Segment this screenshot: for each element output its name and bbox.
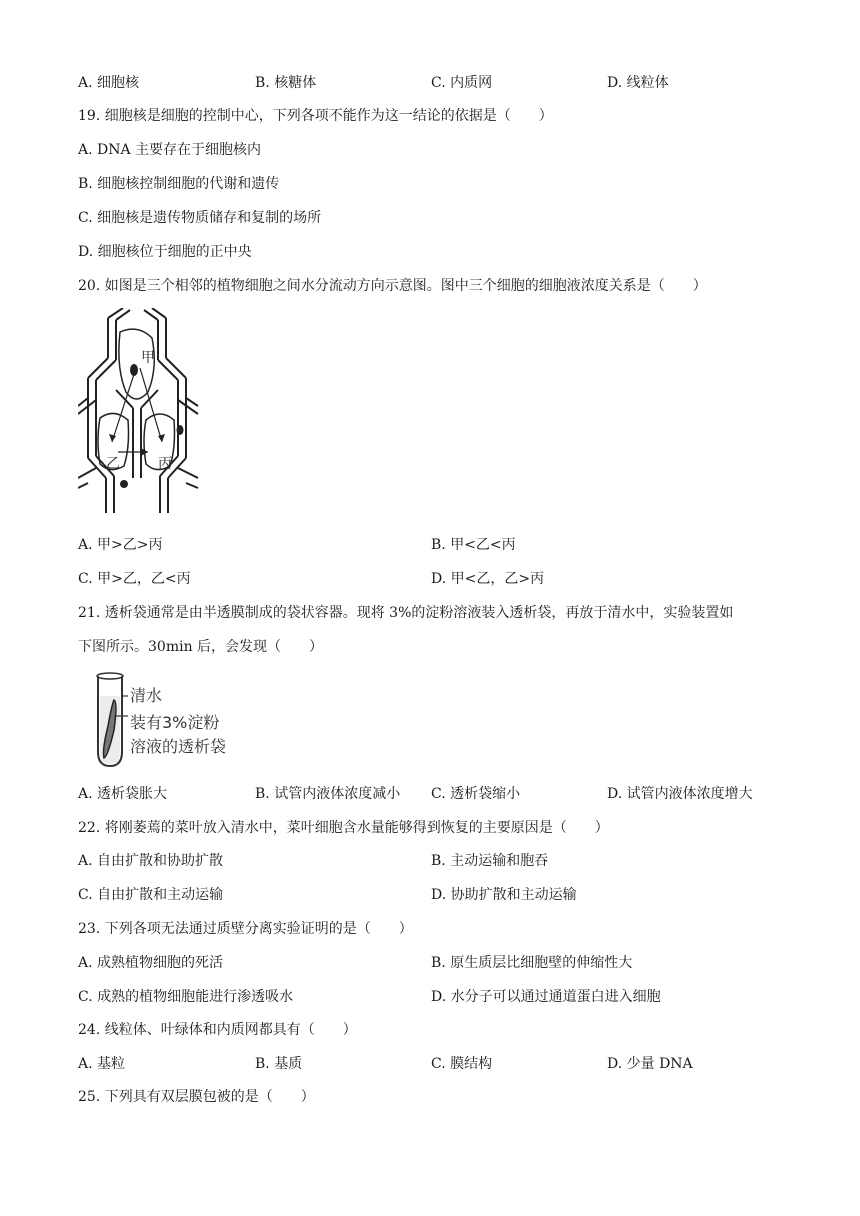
q20-stem: 20. 如图是三个相邻的植物细胞之间水分流动方向示意图。图中三个细胞的细胞液浓度关系是（ ） [78,278,707,294]
q21-option-c: C. 透析袋缩小 [431,786,521,802]
q24-option-b: B. 基质 [255,1056,303,1072]
q24-option-d: D. 少量 DNA [607,1056,693,1072]
q19-option-d: D. 细胞核位于细胞的正中央 [78,244,252,260]
q23-option-c: C. 成熟的植物细胞能进行渗透吸水 [78,989,294,1005]
q18-option-c: C. 内质网 [431,75,493,91]
q22-option-a: A. 自由扩散和协助扩散 [78,853,224,869]
cell-label-bing: 丙 [158,456,172,472]
cell-label-yi: 乙 [106,456,120,472]
plant-cells-figure [78,308,208,518]
q22-stem: 22. 将刚萎蔫的菜叶放入清水中，菜叶细胞含水量能够得到恢复的主要原因是（ ） [78,820,609,836]
q19-option-c: C. 细胞核是遗传物质储存和复制的场所 [78,210,322,226]
q25-stem: 25. 下列具有双层膜包被的是（ ） [78,1089,315,1105]
dialysis-tube-figure [92,670,252,770]
q22-option-d: D. 协助扩散和主动运输 [431,887,577,903]
q18-option-d: D. 线粒体 [607,75,669,91]
label-water: 清水 [130,686,163,705]
q19-option-a: A. DNA 主要存在于细胞核内 [78,142,262,158]
q24-option-a: A. 基粒 [78,1056,126,1072]
cell-label-jia: 甲 [141,350,155,366]
q20-option-a: A. 甲>乙>丙 [78,537,163,553]
q21-stem-line1: 21. 透析袋通常是由半透膜制成的袋状容器。现将 3%的淀粉溶液装入透析袋，再放于清水中，实验装置如 [78,605,734,621]
q19-stem: 19. 细胞核是细胞的控制中心，下列各项不能作为这一结论的依据是（ ） [78,108,553,124]
q20-option-c: C. 甲>乙，乙<丙 [78,571,191,587]
q21-option-a: A. 透析袋胀大 [78,786,168,802]
q23-option-a: A. 成熟植物细胞的死活 [78,955,224,971]
q24-stem: 24. 线粒体、叶绿体和内质网都具有（ ） [78,1022,357,1038]
label-bag-line2: 溶液的透析袋 [130,737,227,756]
q19-option-b: B. 细胞核控制细胞的代谢和遗传 [78,176,280,192]
q18-option-a: A. 细胞核 [78,75,140,91]
q21-option-b: B. 试管内液体浓度减小 [255,786,401,802]
q23-option-b: B. 原生质层比细胞壁的伸缩性大 [431,955,633,971]
q22-option-c: C. 自由扩散和主动运输 [78,887,224,903]
q21-option-d: D. 试管内液体浓度增大 [607,786,753,802]
q20-option-d: D. 甲<乙，乙>丙 [431,571,545,587]
q18-option-b: B. 核糖体 [255,75,317,91]
q23-option-d: D. 水分子可以通过通道蛋白进入细胞 [431,989,661,1005]
label-bag-line1: 装有3%淀粉 [130,713,220,732]
q23-stem: 23. 下列各项无法通过质壁分离实验证明的是（ ） [78,921,413,937]
q20-option-b: B. 甲<乙<丙 [431,537,516,553]
q24-option-c: C. 膜结构 [431,1056,493,1072]
q21-stem-line2: 下图所示。30min 后，会发现（ ） [78,639,324,655]
q22-option-b: B. 主动运输和胞吞 [431,853,549,869]
